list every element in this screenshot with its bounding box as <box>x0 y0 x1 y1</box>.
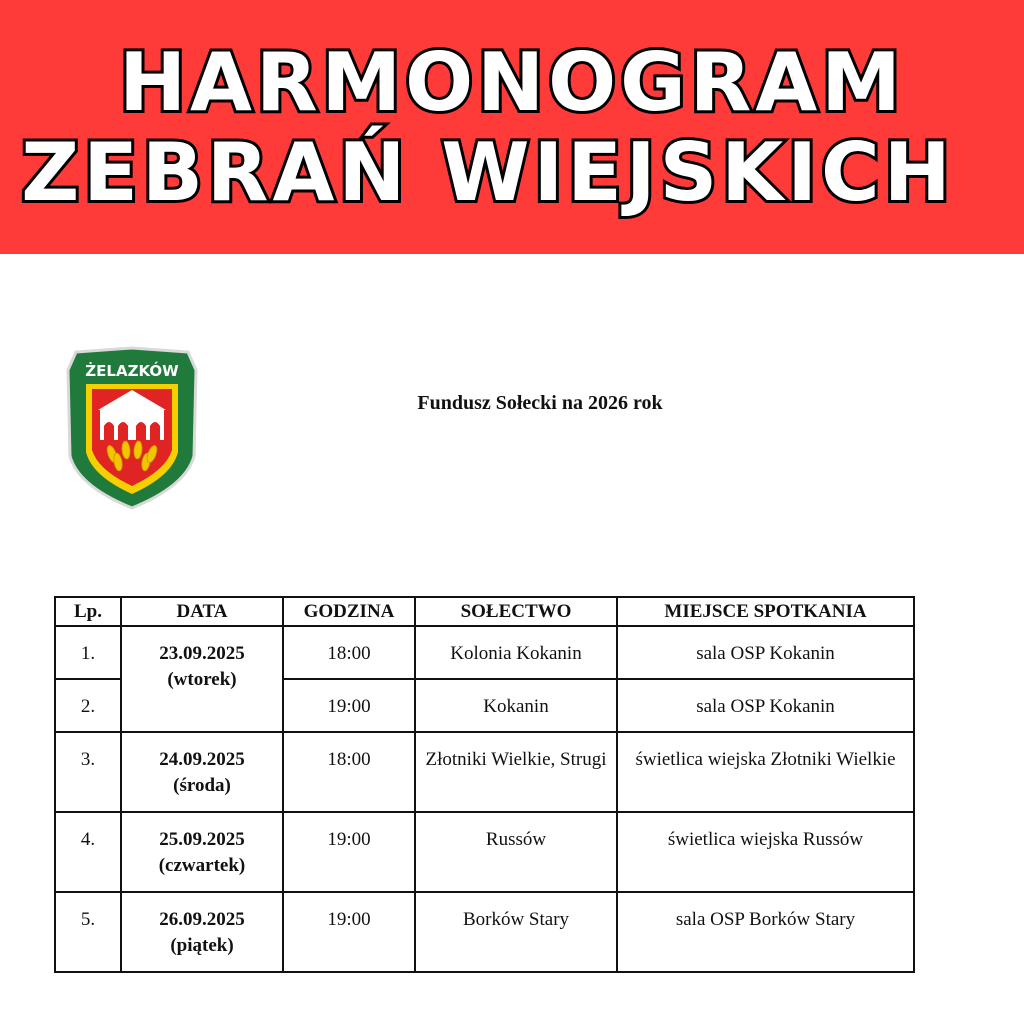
header-time: GODZINA <box>283 597 415 626</box>
day-value: (wtorek) <box>167 669 237 690</box>
cell-date <box>121 626 283 732</box>
banner-title-line1: HARMONOGRAM <box>119 36 905 129</box>
cell-date <box>121 812 283 892</box>
cell-village: Russów <box>415 812 617 892</box>
cell-lp: 4. <box>55 812 121 892</box>
table-header-row <box>55 597 914 626</box>
date-value: 25.09.2025 <box>159 829 245 850</box>
header-lp: Lp. <box>55 597 121 626</box>
cell-place: świetlica wiejska Russów <box>617 812 914 892</box>
day-value: (czwartek) <box>158 855 246 876</box>
cell-time: 19:00 <box>283 892 415 972</box>
cell-lp: 3. <box>55 732 121 812</box>
cell-time: 18:00 <box>283 732 415 812</box>
day-value: (piątek) <box>170 935 234 956</box>
cell-place: sala OSP Kokanin <box>617 626 914 679</box>
header-place: MIEJSCE SPOTKANIA <box>617 597 914 626</box>
cell-time: 19:00 <box>283 679 415 732</box>
cell-time: 18:00 <box>283 626 415 679</box>
cell-place: sala OSP Borków Stary <box>617 892 914 972</box>
crest-label: ŻELAZKÓW <box>85 362 179 380</box>
cell-lp: 2. <box>55 679 121 732</box>
cell-date <box>121 892 283 972</box>
cell-time: 19:00 <box>283 812 415 892</box>
zelazkow-coat-of-arms-icon <box>66 346 198 510</box>
header-date: DATA <box>121 597 283 626</box>
cell-village: Kokanin <box>415 679 617 732</box>
cell-place: sala OSP Kokanin <box>617 679 914 732</box>
table-row <box>55 812 914 892</box>
cell-village: Złotniki Wielkie, Strugi <box>415 732 617 812</box>
header-village: SOŁECTWO <box>415 597 617 626</box>
banner-title-line2: ZEBRAŃ WIEJSKICH <box>21 126 955 219</box>
cell-place: świetlica wiejska Złotniki Wielkie <box>617 732 914 812</box>
table-row <box>55 626 914 679</box>
day-value: (środa) <box>173 775 231 796</box>
cell-village: Kolonia Kokanin <box>415 626 617 679</box>
table-row <box>55 892 914 972</box>
cell-date <box>121 732 283 812</box>
cell-village: Borków Stary <box>415 892 617 972</box>
document-subtitle: Fundusz Sołecki na 2026 rok <box>417 392 663 414</box>
table-row <box>55 732 914 812</box>
date-value: 23.09.2025 <box>159 643 245 664</box>
date-value: 24.09.2025 <box>159 749 245 770</box>
meetings-schedule-table <box>54 596 915 973</box>
cell-lp: 1. <box>55 626 121 679</box>
header-banner <box>0 0 1024 254</box>
date-value: 26.09.2025 <box>159 909 245 930</box>
cell-lp: 5. <box>55 892 121 972</box>
